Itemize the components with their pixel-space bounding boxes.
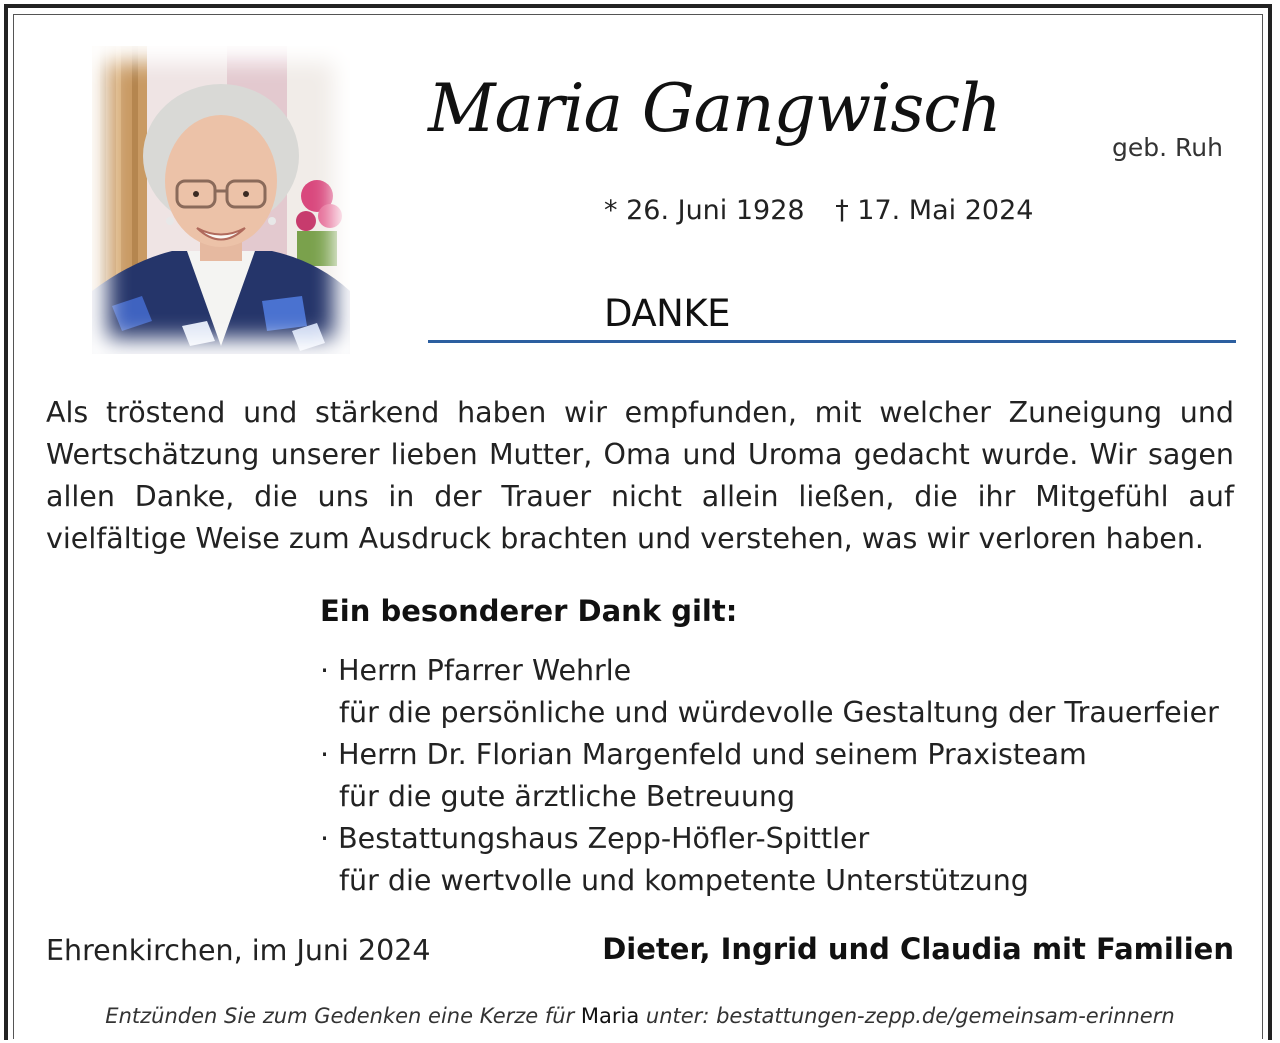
thanks-title: DANKE: [604, 292, 730, 335]
footer-text-before: Entzünden Sie zum Gedenken eine Kerze für: [105, 1004, 581, 1028]
thanks-recipient: · Herrn Dr. Florian Margenfeld und seinem Praxisteam: [320, 738, 1087, 771]
list-item: [320, 818, 1219, 902]
special-thanks-list: [320, 650, 1219, 902]
footer-text-after: unter: bestattungen-zepp.de/gemeinsam-erinnern: [639, 1004, 1175, 1028]
birth-date: * 26. Juni 1928: [604, 195, 805, 226]
main-message: Als tröstend und stärkend haben wir empfunden, mit welcher Zuneigung und Wertschätzung unserer lieben Mutter, Oma und Uroma gedacht wurde. Wir sagen allen Danke, die uns in der Trauer nicht allein ließen, die ihr Mitgefühl auf vielfältige Weise zum Ausdruck brachten und verstehen, was wir verloren haben.: [46, 396, 1234, 555]
footer-name: Maria: [580, 1004, 640, 1028]
death-date: † 17. Mai 2024: [835, 195, 1034, 226]
thanks-recipient: · Herrn Pfarrer Wehrle: [320, 654, 632, 687]
portrait-photo: [92, 46, 350, 354]
thanks-reason: für die wertvolle und kompetente Unterstützung: [339, 864, 1029, 897]
life-dates: [604, 195, 1055, 226]
maiden-name: geb. Ruh: [1112, 133, 1223, 162]
signers: Dieter, Ingrid und Claudia mit Familien: [602, 932, 1234, 966]
deceased-name: Maria Gangwisch: [428, 70, 1001, 147]
place-date: Ehrenkirchen, im Juni 2024: [46, 934, 431, 967]
thanks-reason: für die gute ärztliche Betreuung: [339, 780, 796, 813]
memorial-candle-note: [0, 1004, 1280, 1028]
thanks-recipient: · Bestattungshaus Zepp-Höfler-Spittler: [320, 822, 870, 855]
list-item: [320, 650, 1219, 734]
divider-line: [428, 340, 1236, 343]
thanks-reason: für die persönliche und würdevolle Gestaltung der Trauerfeier: [339, 696, 1219, 729]
list-item: [320, 734, 1219, 818]
special-thanks-heading: Ein besonderer Dank gilt:: [320, 594, 738, 628]
